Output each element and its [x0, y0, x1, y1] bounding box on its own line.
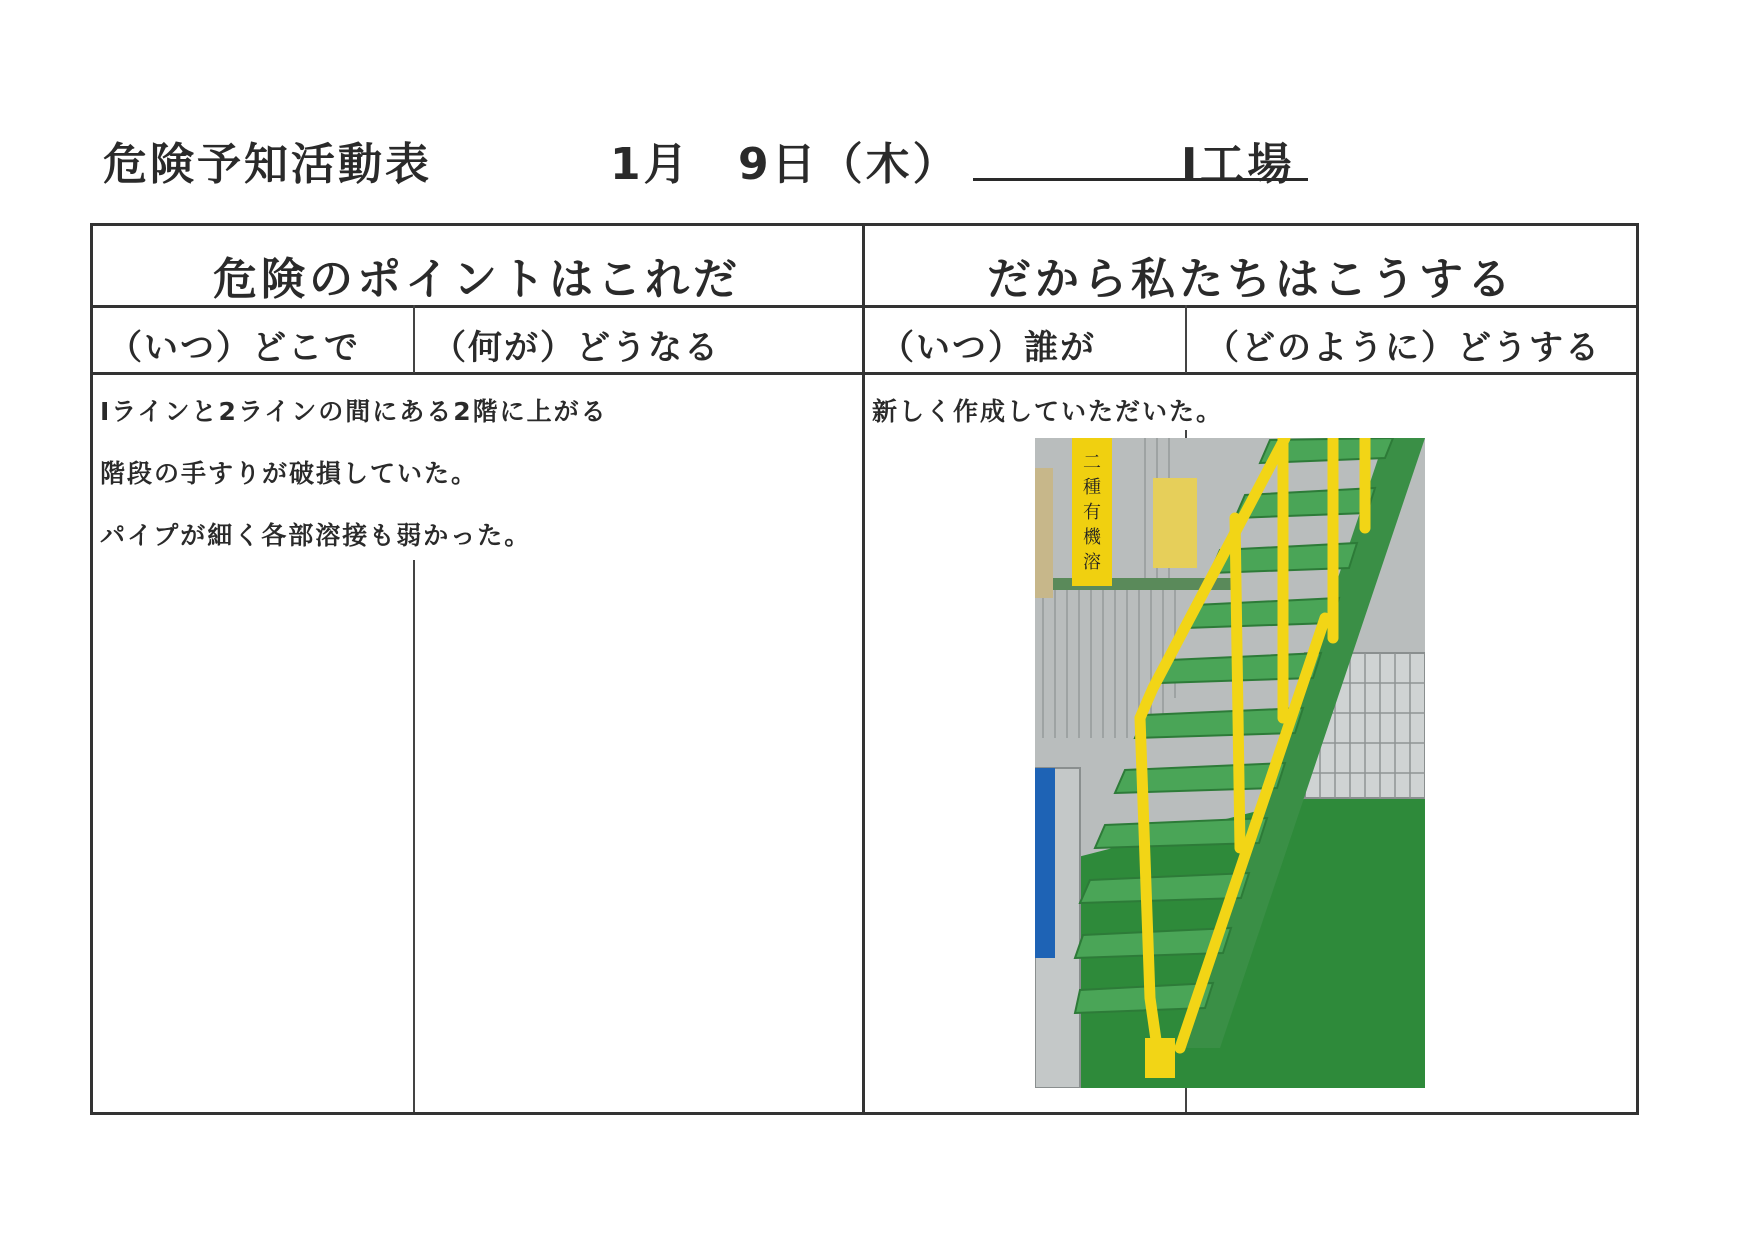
left-heading: 危険のポイントはこれだ: [213, 254, 741, 305]
date-day: 9日（木）: [738, 139, 960, 190]
right-sub-divider: [1185, 305, 1187, 373]
sign-char-4: 機: [1083, 527, 1101, 548]
page-title: 危険予知活動表: [103, 139, 432, 190]
left-body-divider: [413, 560, 415, 1112]
sign-char-3: 有: [1083, 502, 1101, 523]
sign-char-5: 溶: [1083, 552, 1101, 573]
date-month: 1月: [610, 139, 691, 190]
staircase-photo: [1035, 438, 1425, 1088]
right-col-when-who: （いつ）誰が: [880, 328, 1096, 368]
hazard-line-3: パイプが細く各部溶接も弱かった。: [100, 521, 532, 550]
factory-name: I工場: [1181, 139, 1295, 190]
sign-char-2: 種: [1083, 477, 1101, 498]
left-col-when-where: （いつ）どこで: [108, 328, 360, 368]
hazard-line-1: Iラインと2ラインの間にある2階に上がる: [100, 397, 608, 426]
countermeasure-line-1: 新しく作成していただいた。: [872, 397, 1224, 426]
right-col-how-do: （どのように）どうする: [1205, 328, 1601, 368]
sign-char-1: 二: [1083, 452, 1101, 473]
center-divider: [862, 223, 865, 1115]
left-col-what-how: （何が）どうなる: [432, 328, 720, 368]
right-heading: だから私たちはこうする: [987, 254, 1515, 305]
left-sub-divider: [413, 305, 415, 373]
hazard-line-2: 階段の手すりが破損していた。: [100, 459, 479, 488]
factory-field: [973, 128, 1308, 190]
